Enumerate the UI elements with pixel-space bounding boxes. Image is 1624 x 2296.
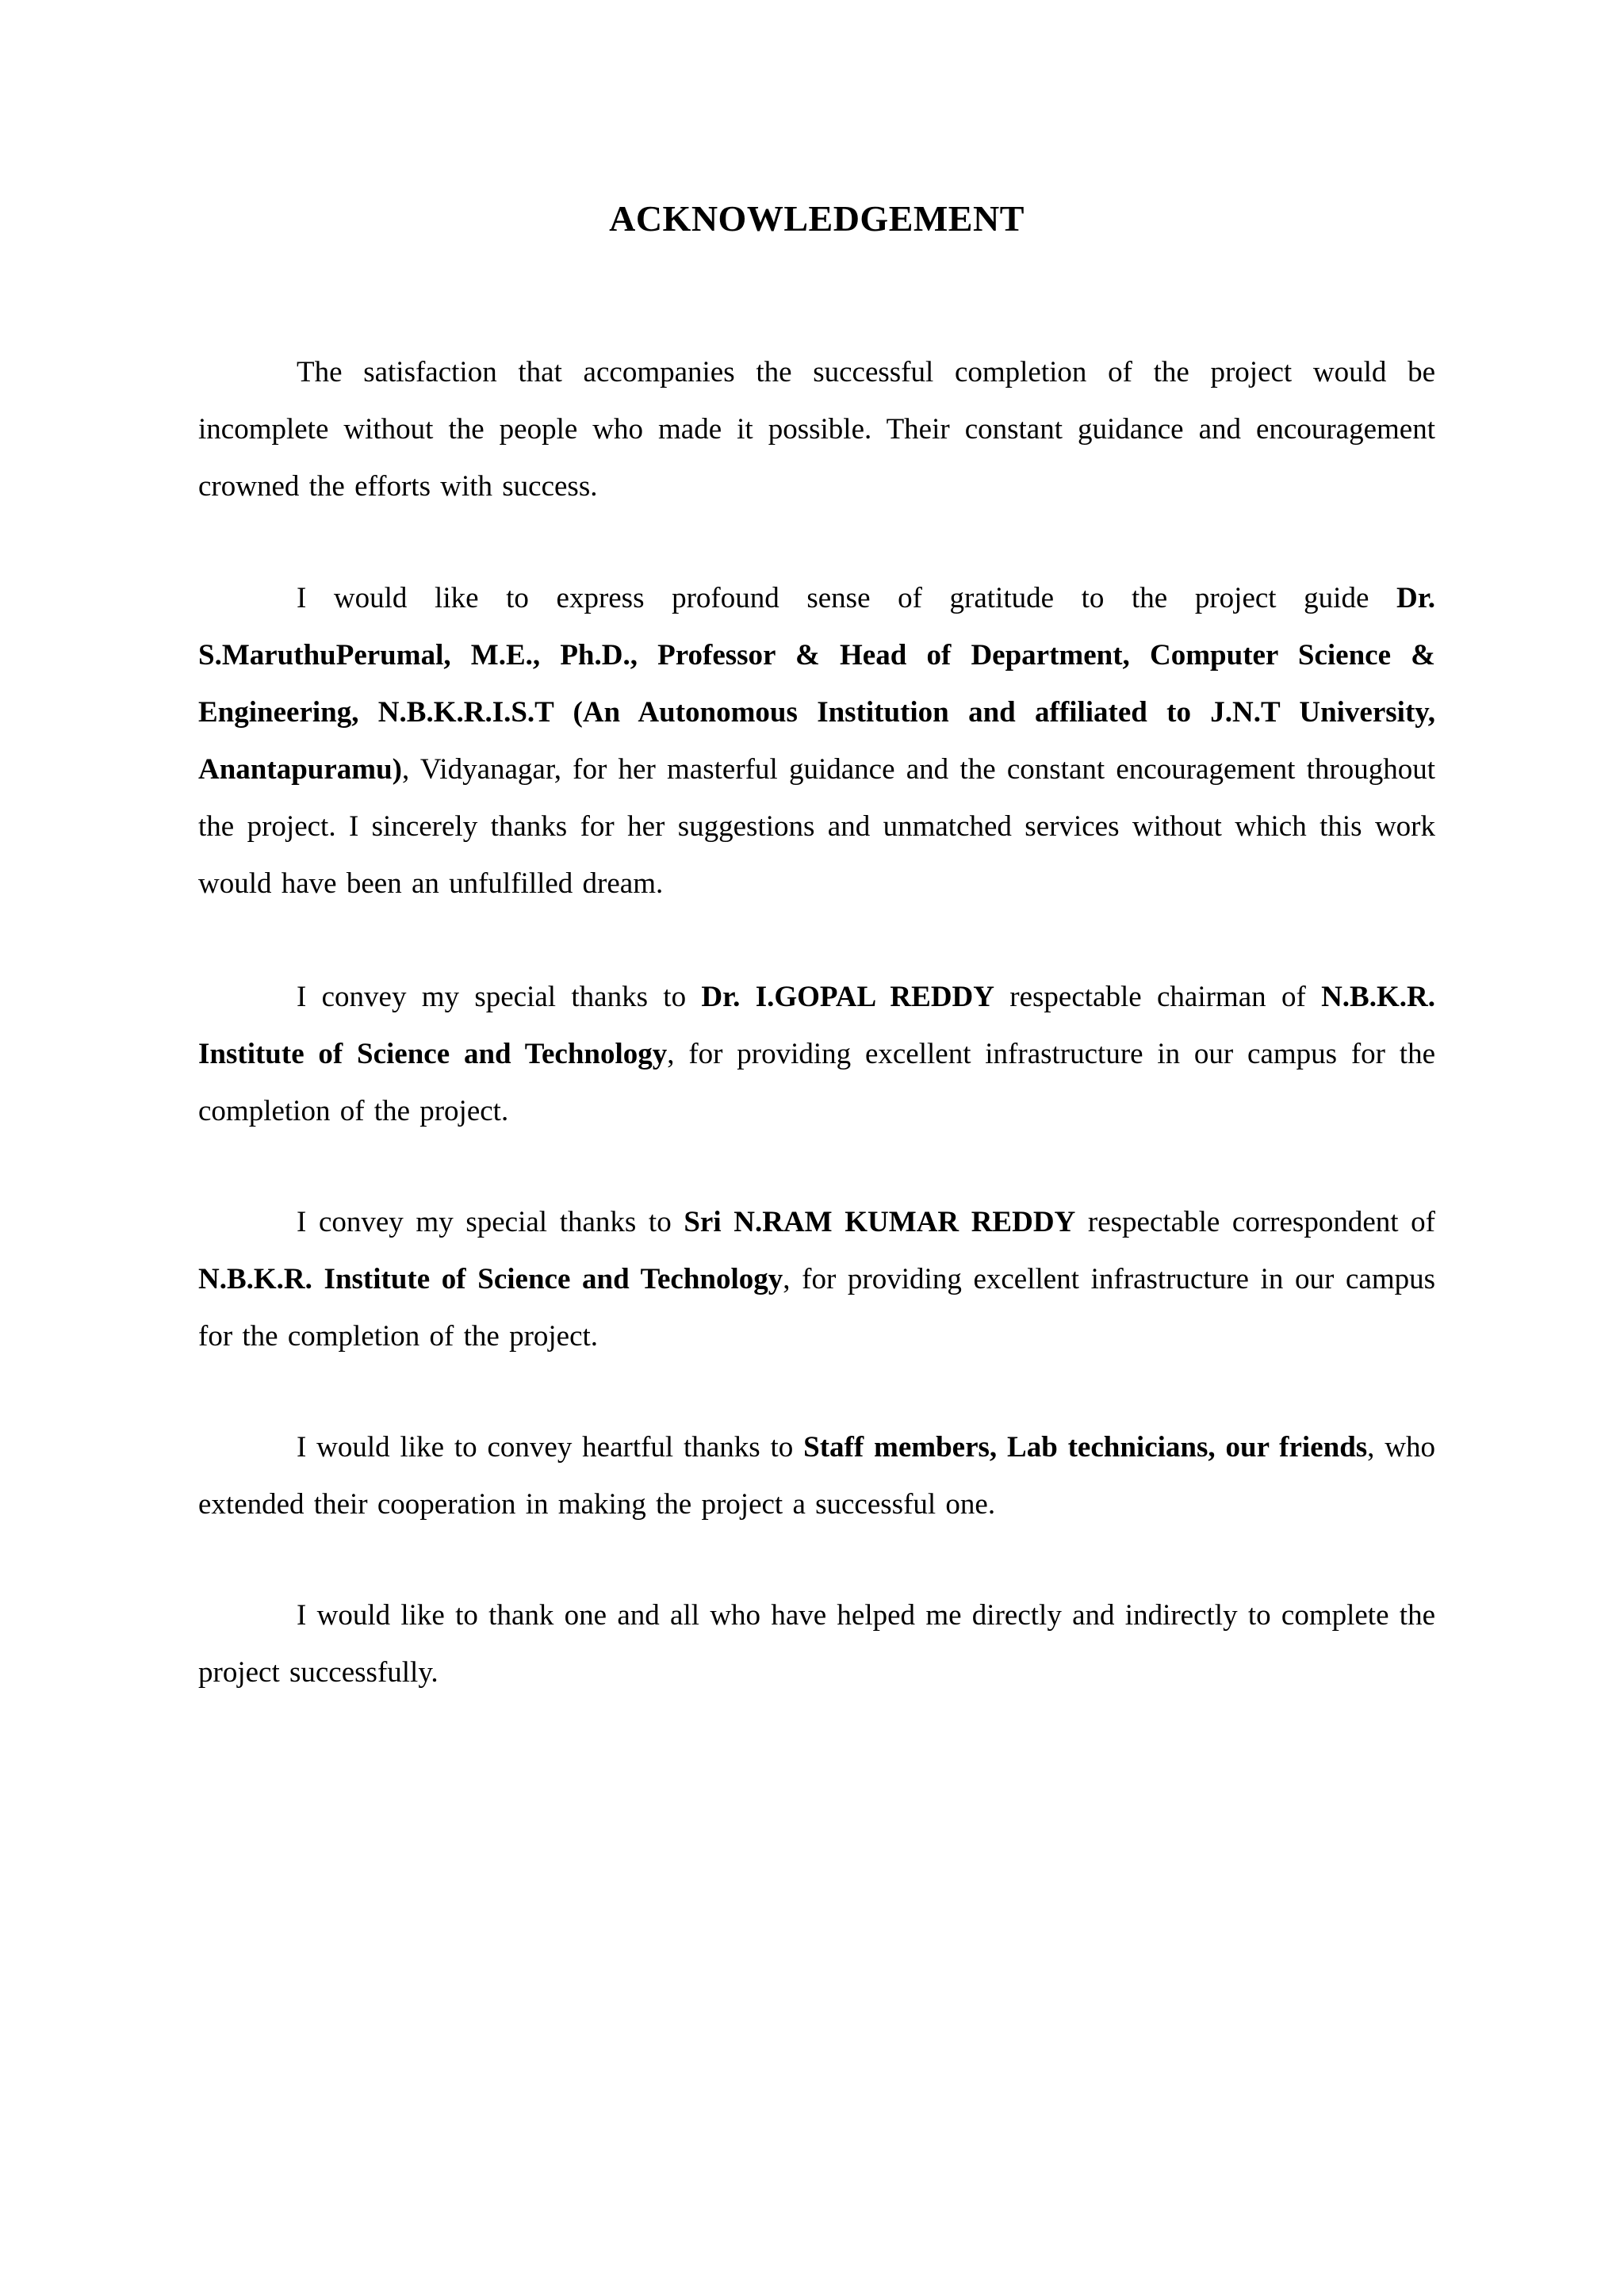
paragraph-text: I would like to thank one and all who have helped me directly and indirectly to complete the project successfully.: [198, 1599, 1435, 1689]
paragraph-correspondent: [198, 1194, 1435, 1365]
paragraph-text: I would like to convey heartful thanks to: [297, 1431, 804, 1464]
chairman-name-bold: Dr. I.GOPAL REDDY: [701, 981, 994, 1013]
paragraph-text: , for providing excellent infrastructure in our campus for the completion of the project.: [198, 1263, 1435, 1353]
institute-name-bold: N.B.K.R. Institute of Science and Technology: [198, 1263, 783, 1295]
correspondent-name-bold: Sri N.RAM KUMAR REDDY: [684, 1206, 1076, 1238]
paragraph-text: , who extended their cooperation in making the project a successful one.: [198, 1431, 1435, 1521]
paragraph-staff: [198, 1419, 1435, 1533]
paragraph-satisfaction: [198, 344, 1435, 515]
paragraph-text: I would like to express profound sense of gratitude to the project guide: [297, 582, 1396, 614]
paragraph-all: [198, 1587, 1435, 1701]
paragraph-text: , for providing excellent infrastructure in our campus for the completion of the project.: [198, 1038, 1435, 1127]
paragraph-text: The satisfaction that accompanies the successful completion of the project would be incomplete without the people who made it possible. Their constant guidance and encouragement crowned the efforts with success.: [198, 356, 1435, 503]
paragraph-text: I convey my special thanks to: [297, 1206, 684, 1238]
staff-bold: Staff members, Lab technicians, our friends: [803, 1431, 1368, 1464]
page-title: ACKNOWLEDGEMENT: [609, 198, 1025, 239]
institute-name-bold: N.B.K.R. Institute of Science and Technology: [198, 981, 1435, 1070]
paragraph-text: I convey my special thanks to: [297, 981, 702, 1013]
paragraph-project-guide: [198, 570, 1435, 913]
paragraph-text: , Vidyanagar, for her masterful guidance and the constant encouragement throughout the project. I sincerely thanks for her suggestions and unmatched services without which this work would have been an unfulfilled dream.: [198, 753, 1435, 900]
paragraph-text: respectable chairman of: [994, 981, 1322, 1013]
paragraph-chairman: [198, 969, 1435, 1140]
paragraph-text: respectable correspondent of: [1075, 1206, 1435, 1238]
guide-name-bold: Dr. S.MaruthuPerumal, M.E., Ph.D., Professor & Head of Department, Computer Science & Engineering, N.B.K.R.I.S.T (An Autonomous Institution and affiliated to J.N.T University, Anantapuramu): [198, 582, 1435, 786]
